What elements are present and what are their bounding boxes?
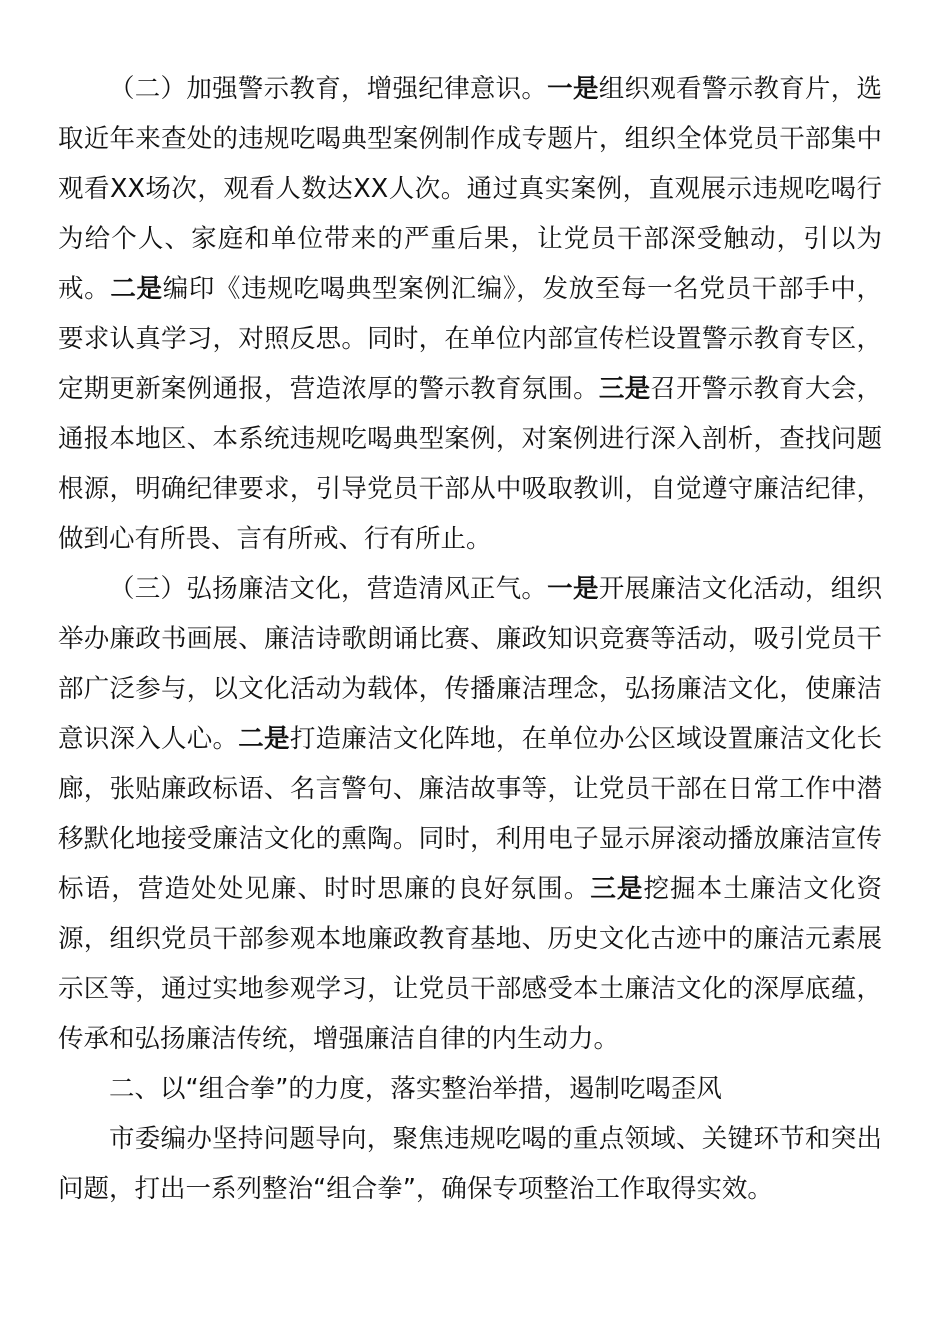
keyword-bold: 一是 xyxy=(547,74,599,104)
paragraph-text: 开展廉洁文化活动，组织举办廉政书画展、廉洁诗歌朗诵比赛、廉政知识竞赛等活动，吸引党员干部广泛参与，以文化活动为载体，传播廉洁理念，弘扬廉洁文化，使廉洁意识深入人心。 xyxy=(58,574,882,754)
document-page xyxy=(58,64,882,1214)
paragraph-warning-education xyxy=(58,64,882,564)
paragraph-text: 组织观看警示教育片，选取近年来查处的违规吃喝典型案例制作成专题片，组织全体党员干部集中观看XX场次，观看人数达XX人次。通过真实案例，直观展示违规吃喝行为给个人、家庭和单位带来的严重后果，让党员干部深受触动，引以为戒。 xyxy=(58,74,882,304)
section-heading: 二、以“组合拳”的力度，落实整治举措，遏制吃喝歪风 xyxy=(109,1074,722,1104)
paragraph-text: 召开警示教育大会，通报本地区、本系统违规吃喝典型案例，对案例进行深入剖析，查找问题根源，明确纪律要求，引导党员干部从中吸取教训，自觉遵守廉洁纪律，做到心有所畏、言有所戒、行有所止。 xyxy=(58,374,882,554)
keyword-bold: 一是 xyxy=(547,574,599,604)
paragraph-integrity-culture xyxy=(58,564,882,1064)
keyword-bold: 三是 xyxy=(598,374,651,404)
closing-paragraph: 市委编办坚持问题导向，聚焦违规吃喝的重点领域、关键环节和突出问题，打出一系列整治“组合拳”，确保专项整治工作取得实效。 xyxy=(58,1124,882,1204)
keyword-bold: 二是 xyxy=(238,724,290,754)
keyword-bold: 二是 xyxy=(110,274,163,304)
paragraph-text: 挖掘本土廉洁文化资源，组织党员干部参观本地廉政教育基地、历史文化古迹中的廉洁元素展示区等，通过实地参观学习，让党员干部感受本土廉洁文化的深厚底蕴，传承和弘扬廉洁传统，增强廉洁自律的内生动力。 xyxy=(58,874,882,1054)
paragraph-text: （二）加强警示教育，增强纪律意识。 xyxy=(109,74,548,104)
keyword-bold: 三是 xyxy=(590,874,644,904)
paragraph-text: 编印《违规吃喝典型案例汇编》，发放至每一名党员干部手中，要求认真学习，对照反思。同时，在单位内部宣传栏设置警示教育专区，定期更新案例通报，营造浓厚的警示教育氛围。 xyxy=(58,274,882,404)
paragraph-text: 打造廉洁文化阵地，在单位办公区域设置廉洁文化长廊，张贴廉政标语、名言警句、廉洁故事等，让党员干部在日常工作中潜移默化地接受廉洁文化的熏陶。同时，利用电子显示屏滚动播放廉洁宣传标语，营造处处见廉、时时思廉的良好氛围。 xyxy=(58,724,882,904)
paragraph-text: （三）弘扬廉洁文化，营造清风正气。 xyxy=(109,574,548,604)
